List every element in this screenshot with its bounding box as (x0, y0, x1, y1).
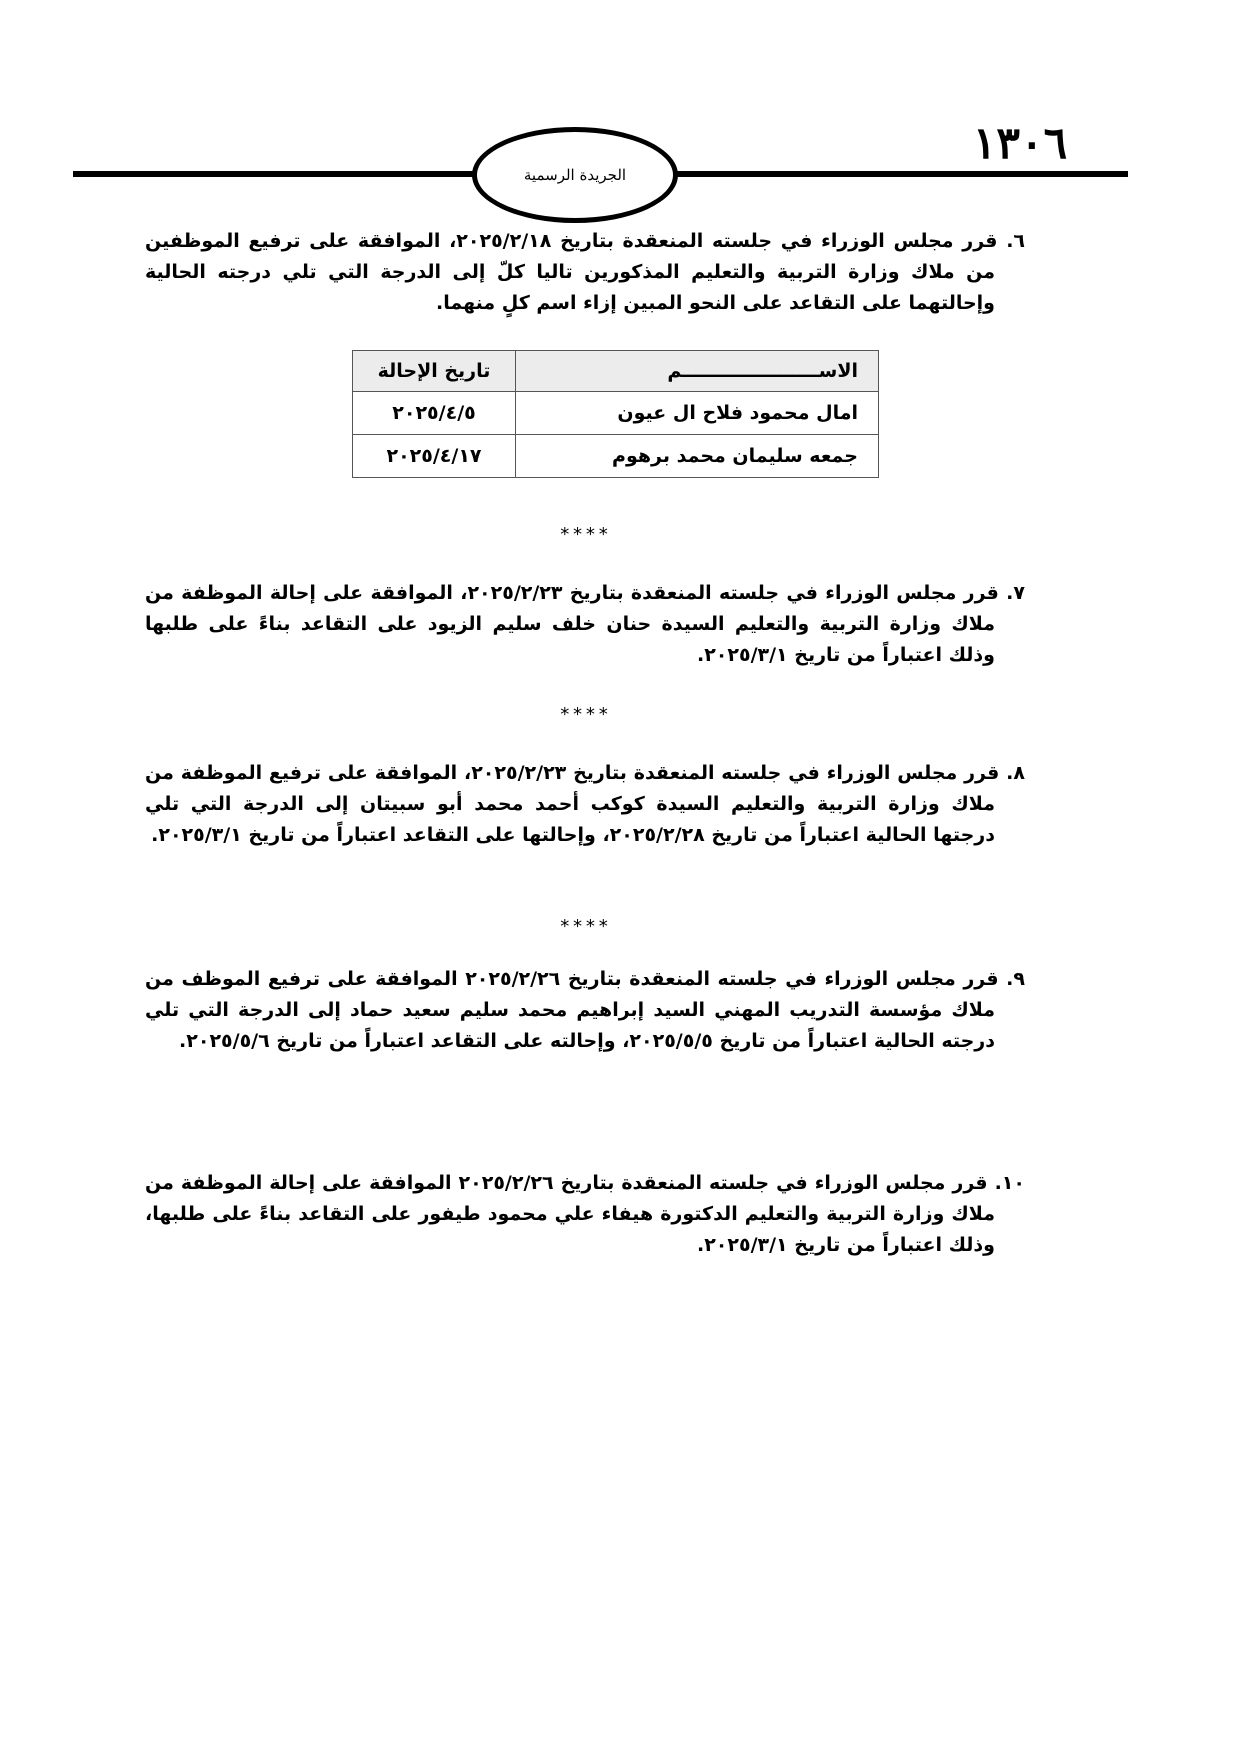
decision-number: ٧. (1006, 582, 1025, 604)
decision-number: ١٠. (994, 1172, 1025, 1194)
cell-date: ٢٠٢٥/٤/١٧ (353, 435, 516, 478)
decision-paragraph (145, 964, 1025, 1057)
decision-8 (145, 758, 1025, 851)
decision-text: قرر مجلس الوزراء في جلسته المنعقدة بتاريخ ٢٠٢٥/٢/٢٦ الموافقة على إحالة الموظفة من ملاك وزارة التربية والتعليم الدكتورة هيفاء علي محمود طيفور على التقاعد بناءً على طلبها، وذلك اعتباراً من تاريخ ٢٠٢٥/٣/١. (145, 1172, 995, 1256)
column-header-name: الاســـــــــــــــــــــم (516, 351, 879, 392)
column-header-retirement-date: تاريخ الإحالة (353, 351, 516, 392)
decision-paragraph (145, 1168, 1025, 1261)
cell-name: جمعه سليمان محمد برهوم (516, 435, 879, 478)
gazette-title: الجريدة الرسمية (523, 166, 627, 184)
separator-2 (145, 704, 1025, 725)
decision-number: ٦. (1006, 230, 1026, 252)
page-number: ١٣٠٦ (972, 118, 1068, 169)
table-row (353, 435, 879, 478)
decision-10 (145, 1168, 1025, 1261)
separator-1 (145, 524, 1025, 545)
decision-9 (145, 964, 1025, 1057)
decision-paragraph (145, 758, 1025, 851)
decision-number: ٨. (1006, 762, 1025, 784)
decision-7 (145, 578, 1025, 671)
table-header-row (353, 351, 879, 392)
decision-number: ٩. (1006, 968, 1025, 990)
table-row (353, 392, 879, 435)
decision-paragraph (145, 226, 1025, 319)
decision-text: قرر مجلس الوزراء في جلسته المنعقدة بتاريخ ٢٠٢٥/٢/٢٣، الموافقة على ترفيع الموظفة من ملاك وزارة التربية والتعليم السيدة كوكب أحمد محمد أبو سبيتان إلى الدرجة التي تلي درجتها الحالية اعتباراً من تاريخ ٢٠٢٥/٢/٢٨، وإحالتها على التقاعد اعتباراً من تاريخ ٢٠٢٥/٣/١. (145, 762, 1000, 846)
cell-date: ٢٠٢٥/٤/٥ (353, 392, 516, 435)
decision-text: قرر مجلس الوزراء في جلسته المنعقدة بتاريخ ٢٠٢٥/٢/٢٣، الموافقة على إحالة الموظفة من ملاك وزارة التربية والتعليم السيدة حنان خلف سليم الزيود على التقاعد بناءً على طلبها وذلك اعتباراً من تاريخ ٢٠٢٥/٣/١. (145, 582, 999, 666)
separator-3 (145, 916, 1025, 937)
retirees-table (352, 350, 879, 478)
cell-name: امال محمود فلاح ال عيون (516, 392, 879, 435)
decision-paragraph (145, 578, 1025, 671)
decision-text: قرر مجلس الوزراء في جلسته المنعقدة بتاريخ ٢٠٢٥/٢/٢٦ الموافقة على ترفيع الموظف من ملاك مؤسسة التدريب المهني السيد إبراهيم محمد سليم سعيد حماد إلى الدرجة التي تلي درجته الحالية اعتباراً من تاريخ ٢٠٢٥/٥/٥، وإحالته على التقاعد اعتباراً من تاريخ ٢٠٢٥/٥/٦. (145, 968, 999, 1052)
section-separator: **** (559, 524, 611, 545)
decision-text: قرر مجلس الوزراء في جلسته المنعقدة بتاريخ ٢٠٢٥/٢/١٨، الموافقة على ترفيع الموظفين من ملاك وزارة التربية والتعليم المذكورين تاليا كلّ إلى الدرجة التي تلي درجته الحالية وإحالتهما على التقاعد على النحو المبين إزاء اسم كلٍ منهما. (145, 230, 998, 314)
section-separator: **** (559, 916, 611, 937)
section-separator: **** (559, 704, 611, 725)
decision-6 (145, 226, 1025, 319)
gazette-title-oval (472, 127, 678, 223)
